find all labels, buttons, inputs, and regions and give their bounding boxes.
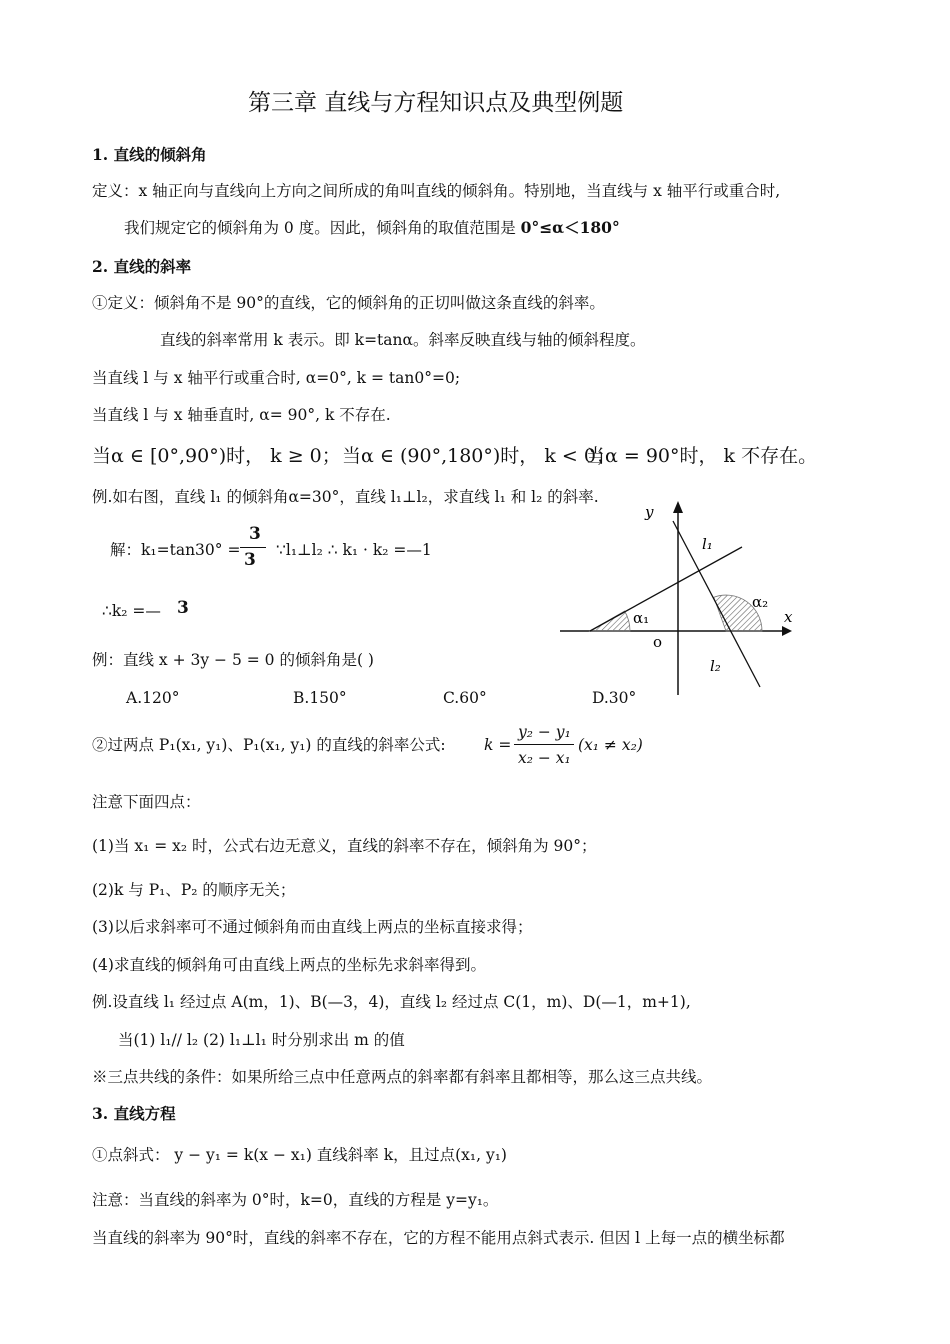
x-axis-arrow-icon (782, 626, 792, 636)
case-obtuse: 当α ∈ (90°,180°)时， k < 0； (342, 445, 615, 467)
origin-label: o (653, 633, 663, 651)
l1-label: l₁ (702, 535, 713, 553)
formula-numerator: y₂ − y₁ (518, 723, 571, 741)
section-1-heading: 1. 直线的倾斜角 (92, 145, 207, 164)
y-axis-label: y (645, 503, 654, 521)
note-3: (3)以后求斜率可不通过倾斜角而由直线上两点的坐标直接求得； (92, 918, 533, 936)
lines-figure (550, 495, 800, 700)
option-d: D.30° (592, 689, 637, 707)
alpha1-label: α₁ (633, 609, 650, 627)
solution-fraction-bar (240, 547, 266, 548)
formula-fraction-bar (514, 744, 574, 745)
formula-condition: (x₁ ≠ x₂) (578, 736, 643, 754)
perpendicular-case: 当直线 l 与 x 轴垂直时, α= 90°, k 不存在. (92, 406, 391, 424)
collinear-condition: ※三点共线的条件：如果所给三点中任意两点的斜率都有斜率且都相等，那么这三点共线。 (92, 1068, 713, 1086)
definition-line-1: 定义：x 轴正向与直线向上方向之间所成的角叫直线的倾斜角。特别地，当直线与 x 轴平行或重合时, (92, 182, 781, 200)
y-axis-arrow-icon (673, 501, 683, 513)
definition-line-2 (124, 218, 620, 238)
example-2: 例：直线 x + 3y − 5 = 0 的倾斜角是( ) (92, 651, 374, 669)
example-3-line-1: 例.设直线 l₁ 经过点 A(m，1)、B(—3，4)，直线 l₂ 经过点 C(1，m)、D(—1，m+1), (92, 993, 691, 1011)
note-2: (2)k 与 P₁、P₂ 的顺序无关； (92, 881, 296, 899)
solution-line-2a: ∴k₂ =— (102, 602, 161, 620)
point-slope-note: 注意：当直线的斜率为 0°时，k=0，直线的方程是 y=y₁。 (92, 1191, 499, 1209)
slope-definition: ①定义：倾斜角不是 90°的直线，它的倾斜角的正切叫做这条直线的斜率。 (92, 294, 605, 312)
section-2-heading: 2. 直线的斜率 (92, 257, 192, 276)
definition-text: 我们规定它的倾斜角为 0 度。因此，倾斜角的取值范围是 (124, 219, 516, 237)
formula-k: k = (484, 736, 512, 754)
notes-heading: 注意下面四点： (92, 793, 201, 811)
alpha2-label: α₂ (752, 593, 769, 611)
two-point-formula-label: ②过两点 P₁(x₁, y₁)、P₁(x₁, y₁) 的直线的斜率公式: (92, 736, 446, 754)
angle-range: 0°≤α＜180° (520, 218, 620, 237)
sqrt3-numerator: 3 (249, 524, 261, 544)
example-1: 例.如右图，直线 l₁ 的倾斜角α=30°，直线 l₁⊥l₂，求直线 l₁ 和 l₂ 的斜率. (92, 488, 599, 506)
page-title: 第三章 直线与方程知识点及典型例题 (248, 90, 624, 116)
formula-denominator: x₂ − x₁ (518, 749, 571, 767)
example-3-line-2: 当(1) l₁// l₂ (2) l₁⊥l₁ 时分别求出 m 的值 (118, 1031, 405, 1049)
solution-line-1b: ∵l₁⊥l₂ ∴ k₁ · k₂ =—1 (276, 541, 432, 559)
note-1: (1)当 x₁ = x₂ 时，公式右边无意义，直线的斜率不存在，倾斜角为 90°； (92, 837, 597, 855)
solution-line-2b: 3 (177, 598, 189, 618)
section-3-heading: 3. 直线方程 (92, 1104, 176, 1123)
slope-notation: 直线的斜率常用 k 表示。即 k=tanα。斜率反映直线与轴的倾斜程度。 (160, 331, 646, 349)
parallel-case: 当直线 l 与 x 轴平行或重合时, α=0°, k = tan0°=0; (92, 369, 461, 387)
l2-label: l₂ (710, 657, 721, 675)
option-b: B.150° (293, 689, 347, 707)
option-c: C.60° (443, 689, 487, 707)
note-4: (4)求直线的倾斜角可由直线上两点的坐标先求斜率得到。 (92, 956, 486, 974)
point-slope-form: ①点斜式： y − y₁ = k(x − x₁) 直线斜率 k，且过点(x₁, y₁) (92, 1146, 507, 1164)
option-a: A.120° (126, 689, 180, 707)
sqrt3-denominator: 3 (244, 550, 256, 570)
case-right: 当α = 90°时， k 不存在。 (586, 445, 818, 467)
case-acute: 当α ∈ [0°,90°)时， k ≥ 0； (92, 445, 341, 467)
vertical-line-note: 当直线的斜率为 90°时，直线的斜率不存在，它的方程不能用点斜式表示. 但因 l 上每一点的横坐标都 (92, 1229, 785, 1247)
line-l1 (590, 547, 742, 631)
solution-line-1a: 解：k₁=tan30° = (110, 541, 241, 559)
x-axis-label: x (784, 608, 793, 626)
